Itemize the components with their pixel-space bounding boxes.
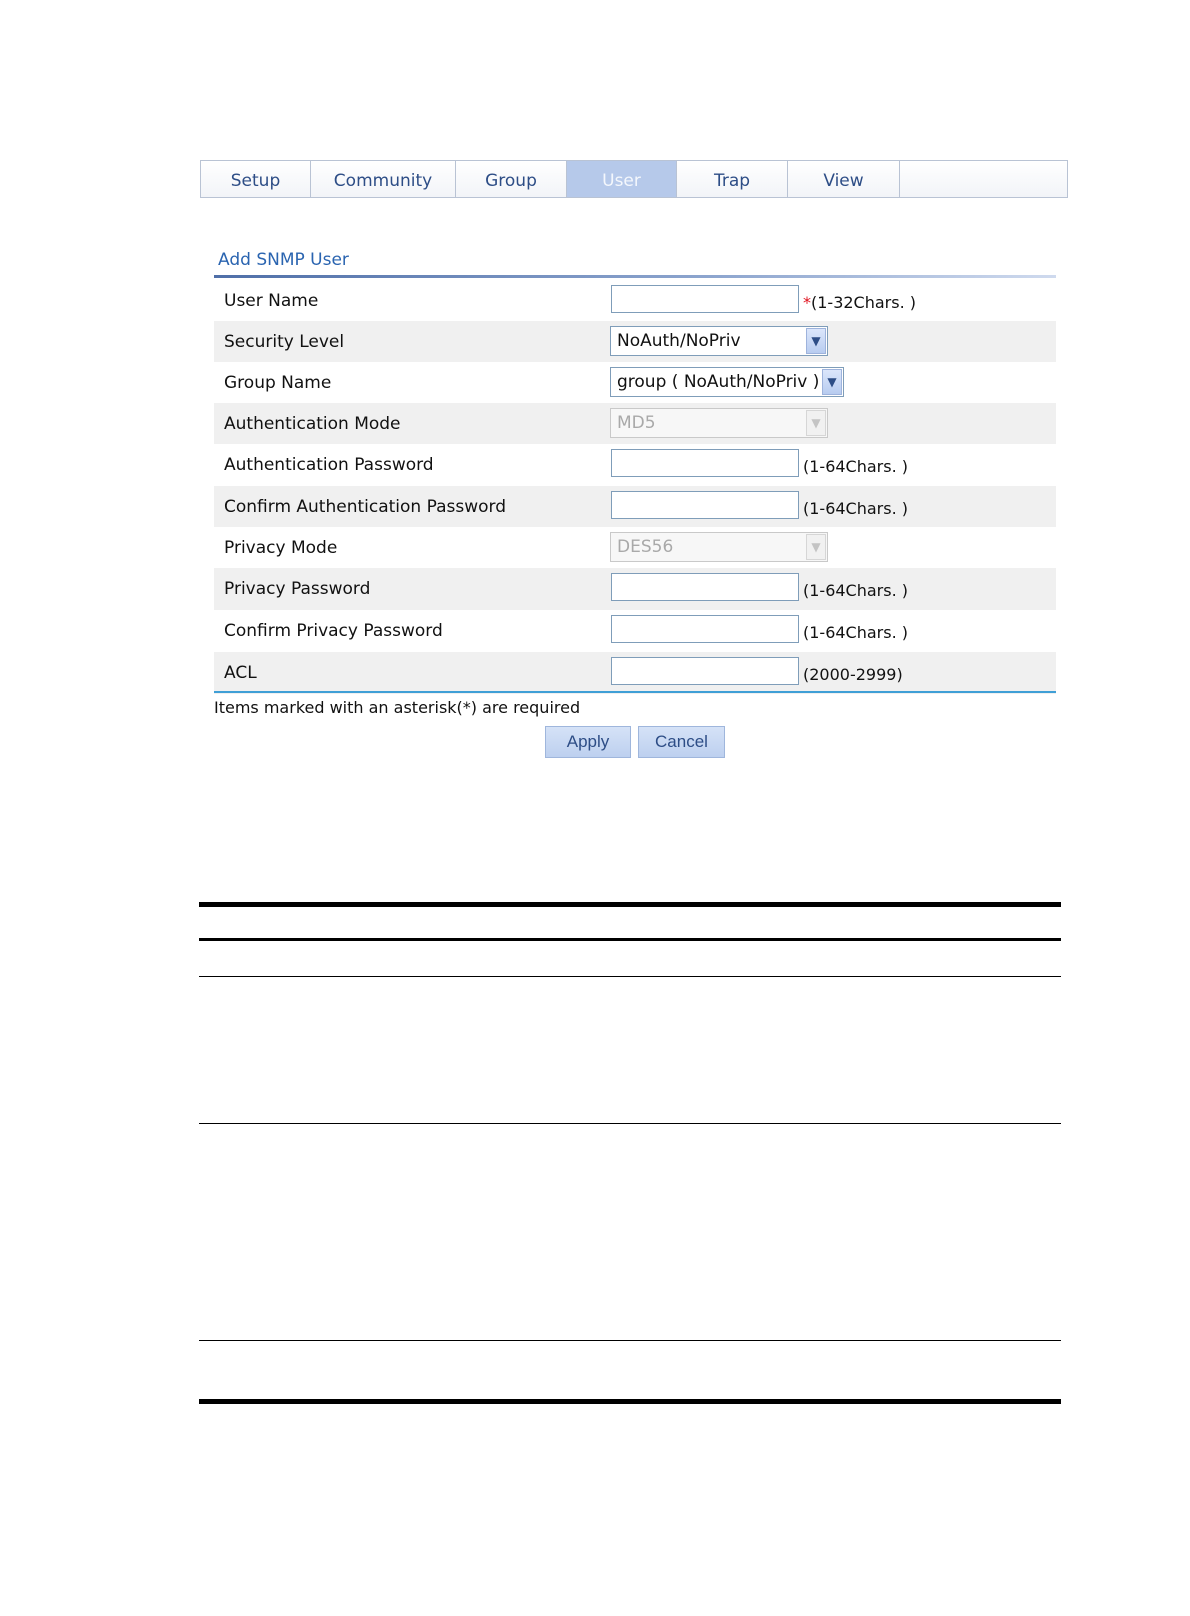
tab-community[interactable]: Community: [311, 161, 456, 197]
row-security-level: [214, 321, 1056, 362]
privacy-mode-value: DES56: [617, 537, 674, 557]
authentication-mode-select: [610, 408, 828, 438]
row-acl: [214, 652, 1056, 694]
table-bottom-rule: [199, 1399, 1061, 1404]
privacy-password-input[interactable]: [611, 573, 799, 601]
section-title-rule: [214, 275, 1056, 278]
confirm-authentication-password-input[interactable]: [611, 491, 799, 519]
tab-bar: [200, 160, 1068, 198]
chevron-down-icon[interactable]: ▼: [806, 328, 826, 354]
row-group-name: [214, 362, 1056, 403]
tab-trap[interactable]: Trap: [677, 161, 788, 197]
group-name-label: Group Name: [224, 372, 332, 393]
confirm-privacy-password-label: Confirm Privacy Password: [224, 621, 443, 641]
confirm-privacy-password-input[interactable]: [611, 615, 799, 643]
user-name-hint: [803, 293, 916, 312]
chevron-down-icon[interactable]: ▼: [822, 369, 842, 395]
privacy-mode-select: [610, 532, 828, 562]
tab-view[interactable]: View: [788, 161, 900, 197]
form-bottom-rule: [214, 691, 1056, 693]
confirm-privacy-password-hint: (1-64Chars. ): [803, 622, 908, 642]
row-user-name: [214, 280, 1056, 321]
tab-user[interactable]: User: [567, 161, 677, 197]
tab-group[interactable]: Group: [456, 161, 567, 197]
security-level-value: NoAuth/NoPriv: [617, 331, 741, 351]
chevron-down-icon: ▼: [806, 410, 826, 436]
table-row-rule: [199, 1123, 1061, 1124]
row-privacy-mode: [214, 527, 1056, 568]
user-name-label: User Name: [224, 290, 319, 311]
add-snmp-user-form: [214, 280, 1056, 694]
security-level-label: Security Level: [224, 331, 345, 352]
authentication-password-label: Authentication Password: [224, 455, 434, 475]
privacy-password-hint: (1-64Chars. ): [803, 580, 908, 600]
row-authentication-password: [214, 444, 1056, 486]
user-name-input[interactable]: [611, 285, 799, 313]
chevron-down-icon: ▼: [806, 534, 826, 560]
authentication-mode-value: MD5: [617, 413, 656, 433]
user-name-hint-text: (1-32Chars. ): [811, 292, 916, 312]
row-confirm-authentication-password: [214, 486, 1056, 527]
table-row-rule: [199, 976, 1061, 977]
table-top-rule: [199, 902, 1061, 907]
authentication-password-input[interactable]: [611, 449, 799, 477]
row-confirm-privacy-password: [214, 610, 1056, 652]
authentication-mode-label: Authentication Mode: [224, 413, 401, 434]
table-row-rule: [199, 1340, 1061, 1341]
required-mark: *: [803, 292, 811, 312]
required-footnote: Items marked with an asterisk(*) are required: [214, 698, 581, 717]
privacy-mode-label: Privacy Mode: [224, 537, 338, 558]
security-level-select[interactable]: [610, 326, 828, 356]
section-title: Add SNMP User: [218, 250, 349, 270]
acl-hint: (2000-2999): [803, 664, 903, 684]
confirm-authentication-password-label: Confirm Authentication Password: [224, 496, 507, 517]
acl-label: ACL: [224, 663, 257, 683]
authentication-password-hint: (1-64Chars. ): [803, 456, 908, 476]
group-name-select[interactable]: [610, 367, 844, 397]
row-authentication-mode: [214, 403, 1056, 444]
privacy-password-label: Privacy Password: [224, 579, 371, 599]
tab-empty: [900, 161, 1067, 197]
tab-setup[interactable]: Setup: [201, 161, 311, 197]
row-privacy-password: [214, 568, 1056, 610]
table-header-rule: [199, 938, 1061, 941]
confirm-authentication-password-hint: (1-64Chars. ): [803, 498, 908, 518]
cancel-button[interactable]: Cancel: [638, 726, 725, 758]
group-name-value: group ( NoAuth/NoPriv ): [617, 372, 820, 392]
apply-button[interactable]: Apply: [545, 726, 631, 758]
acl-input[interactable]: [611, 657, 799, 685]
